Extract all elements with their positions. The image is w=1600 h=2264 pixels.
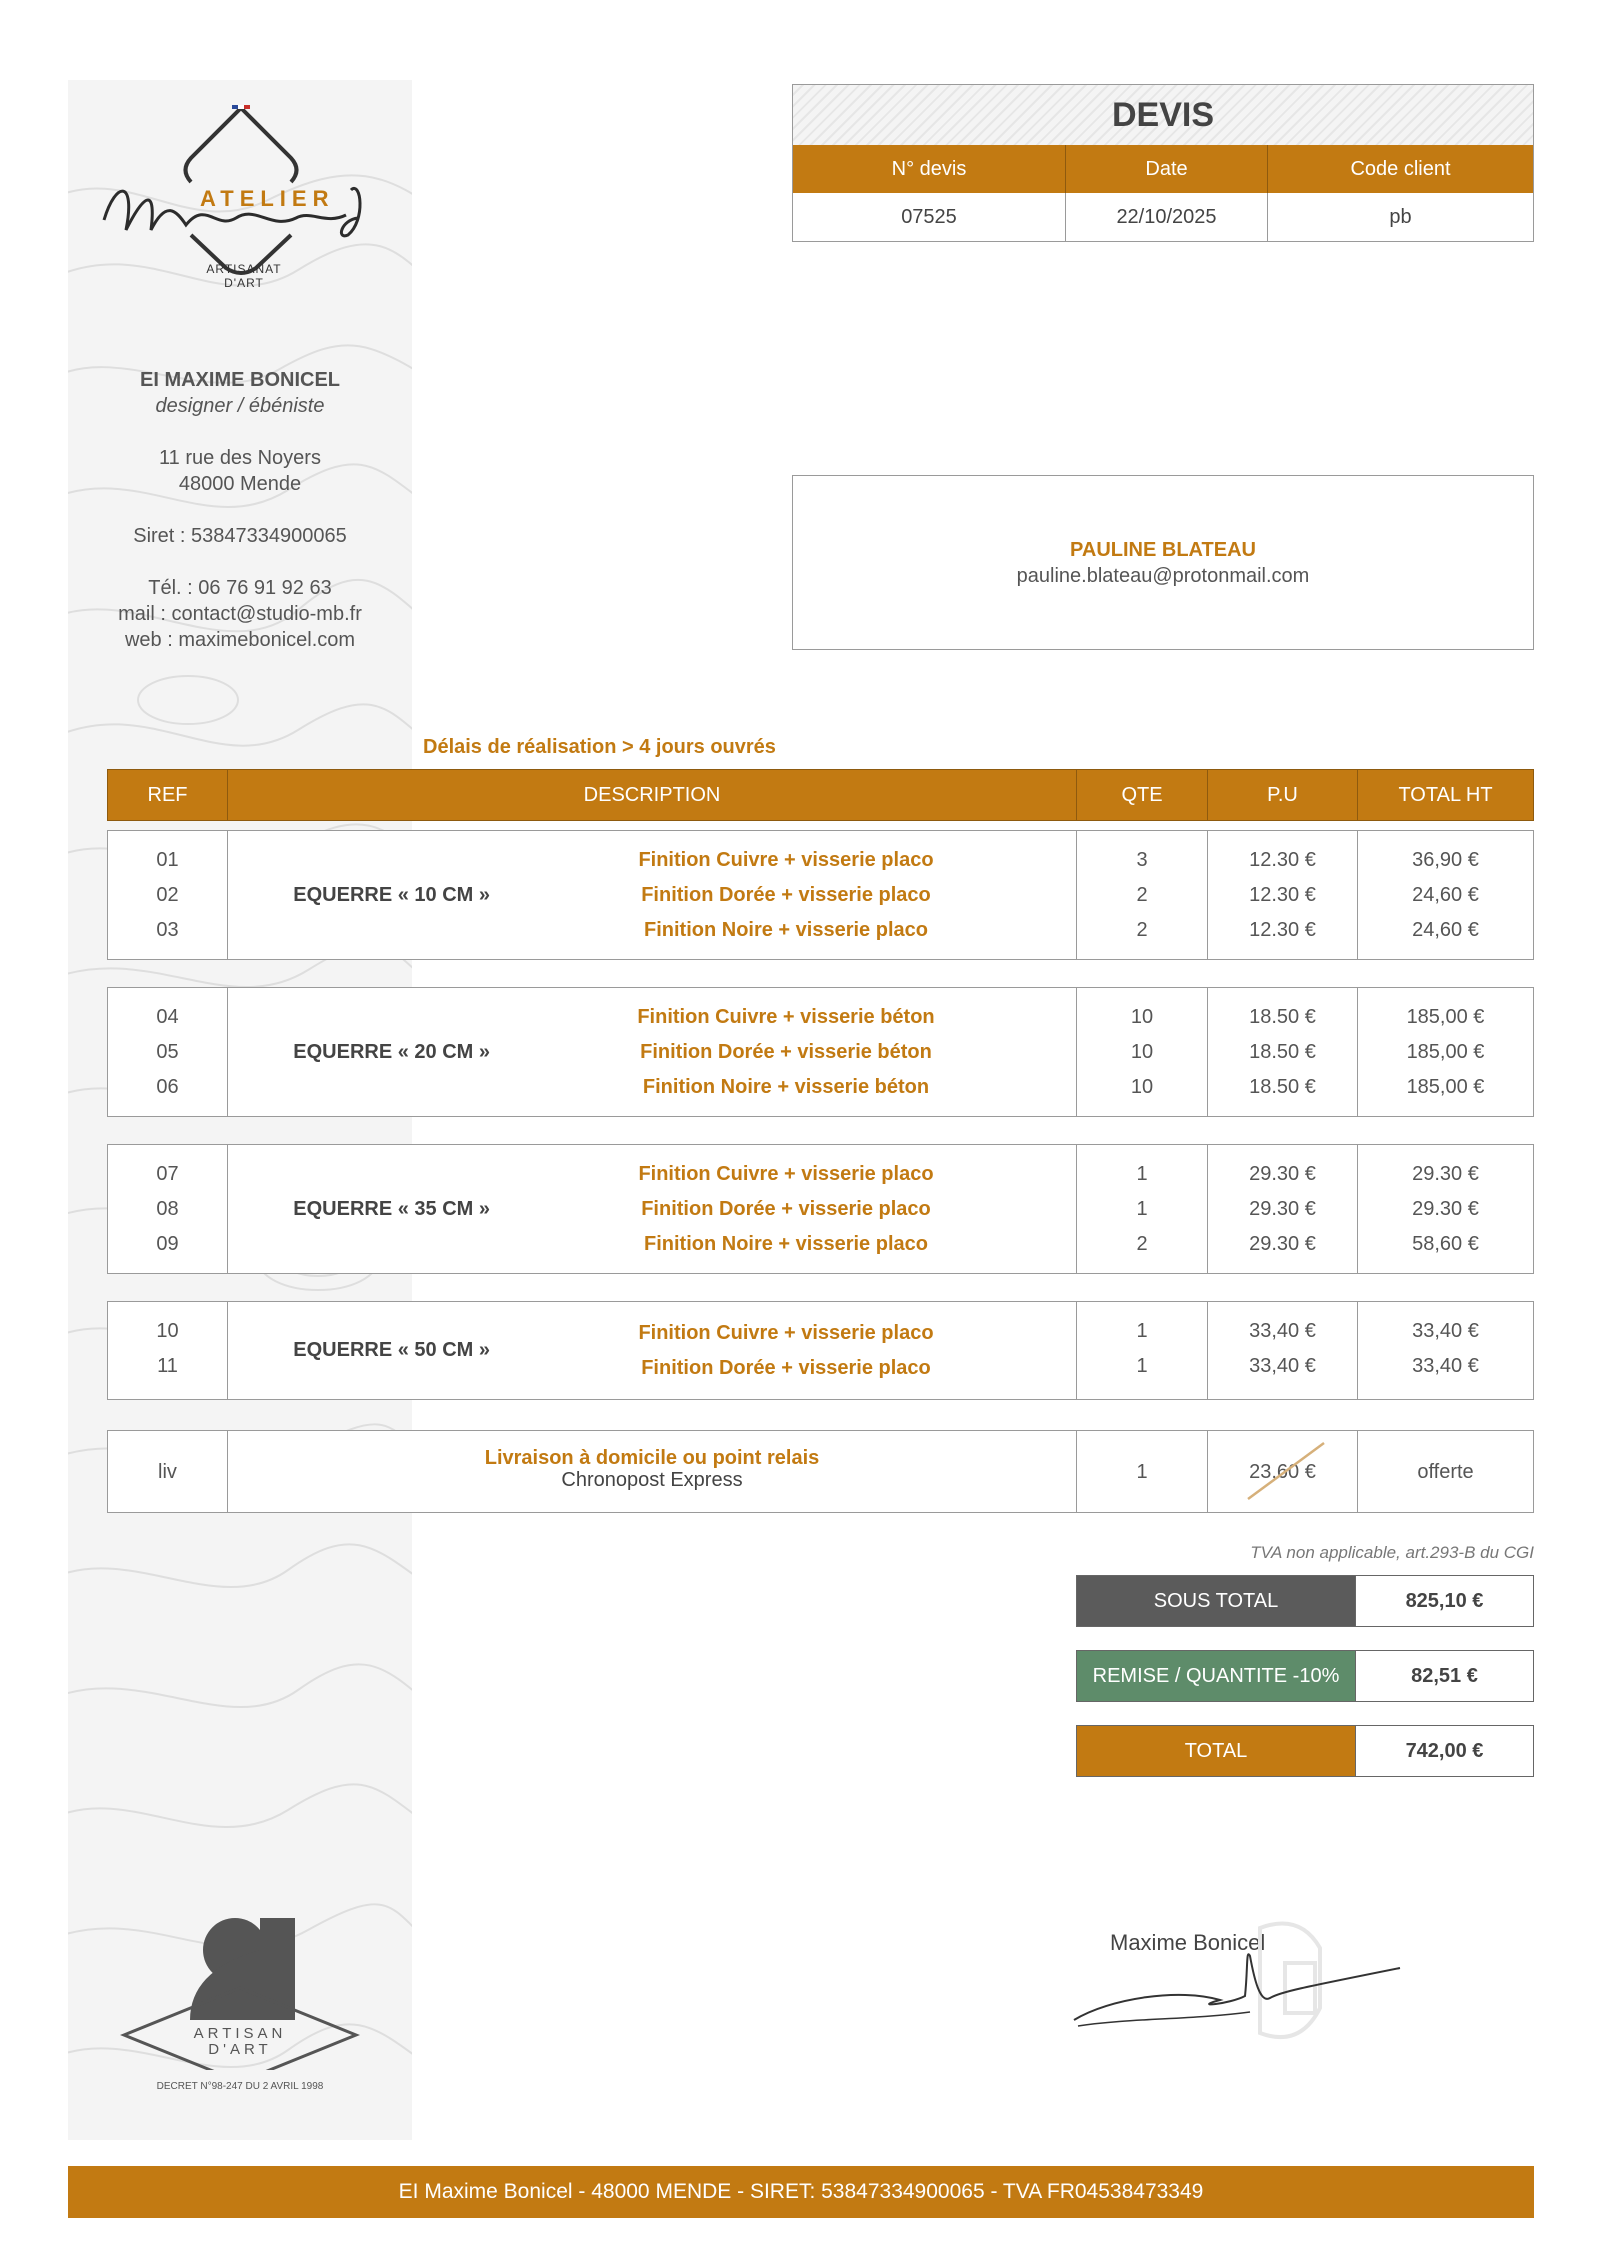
header-description: DESCRIPTION (228, 770, 1077, 820)
group-qte (1077, 831, 1208, 959)
group-refs (108, 988, 228, 1116)
header-pu: P.U (1208, 770, 1358, 820)
table-cell-ref: 05 (156, 1041, 179, 1063)
devis-header-date: Date (1066, 145, 1268, 193)
table-cell-ref: 08 (156, 1198, 179, 1220)
table-cell-ref: 10 (156, 1320, 179, 1342)
finition-line: Finition Cuivre + visserie béton (637, 1005, 935, 1028)
remise-value: 82,51 € (1355, 1651, 1533, 1701)
total-value: 742,00 € (1355, 1726, 1533, 1776)
finition-line: Finition Cuivre + visserie placo (638, 848, 934, 871)
group-pu (1208, 988, 1358, 1116)
header-ref: REF (108, 770, 228, 820)
table-cell-total: 29.30 € (1412, 1198, 1479, 1220)
company-mail[interactable]: mail : contact@studio-mb.fr (118, 603, 362, 625)
remise-label: REMISE / QUANTITE -10% (1077, 1651, 1355, 1701)
table-cell-ref: 06 (156, 1076, 179, 1098)
group-pu (1208, 831, 1358, 959)
finition-line: Finition Cuivre + visserie placo (638, 1321, 934, 1344)
group-refs (108, 831, 228, 959)
group-pu (1208, 1145, 1358, 1273)
table-cell-pu: 18.50 € (1249, 1076, 1316, 1098)
table-cell-pu: 12.30 € (1249, 884, 1316, 906)
table-group-35cm (107, 1144, 1534, 1274)
table-cell-qte: 10 (1130, 1076, 1154, 1098)
sous-total-value: 825,10 € (1355, 1576, 1533, 1626)
table-group-10cm (107, 830, 1534, 960)
group-description (228, 1145, 1077, 1273)
table-cell-total: 185,00 € (1406, 1076, 1485, 1098)
table-cell-total: 29.30 € (1412, 1163, 1479, 1185)
table-cell-qte: 2 (1136, 919, 1148, 941)
table-cell-pu: 29.30 € (1249, 1198, 1316, 1220)
delai-realisation: Délais de réalisation > 4 jours ouvrés (423, 736, 776, 758)
table-cell-qte: 10 (1130, 1041, 1154, 1063)
group-pu (1208, 1302, 1358, 1399)
artisan-badge-line-1: ARTISAN (193, 2025, 287, 2042)
group-qte (1077, 1302, 1208, 1399)
tva-note: TVA non applicable, art.293-B du CGI (1250, 1543, 1534, 1562)
group-total (1358, 988, 1533, 1116)
livraison-line-1: Livraison à domicile ou point relais (484, 1447, 820, 1469)
livraison-description (228, 1431, 1077, 1512)
client-email[interactable]: pauline.blateau@protonmail.com (1016, 565, 1310, 587)
table-cell-pu: 12.30 € (1249, 849, 1316, 871)
table-cell-pu: 29.30 € (1249, 1163, 1316, 1185)
sous-total-row (1076, 1575, 1534, 1627)
logo-tagline-1: ARTISANAT (206, 262, 282, 276)
table-cell-qte: 2 (1136, 1233, 1148, 1255)
table-cell-pu: 18.50 € (1249, 1006, 1316, 1028)
signature-name: Maxime Bonicel (1110, 1930, 1266, 1955)
finition-line: Finition Cuivre + visserie placo (638, 1162, 934, 1185)
finition-line: Finition Noire + visserie béton (642, 1075, 930, 1098)
table-group-50cm (107, 1301, 1534, 1400)
table-cell-ref: liv (158, 1461, 177, 1483)
artisan-badge-text (120, 2026, 360, 2058)
company-siret: Siret : 53847334900065 (133, 525, 347, 547)
product-name: EQUERRE « 35 CM » (293, 1197, 490, 1220)
remise-row (1076, 1650, 1534, 1702)
group-qte (1077, 1145, 1208, 1273)
table-cell-ref: 03 (156, 919, 179, 941)
table-cell-qte: 1 (1136, 1198, 1148, 1220)
table-cell-pu: 33,40 € (1249, 1320, 1316, 1342)
footer: EI Maxime Bonicel - 48000 MENDE - SIRET: 53847334900065 - TVA FR04538473349 (68, 2166, 1534, 2218)
artisan-decree: DECRET N°98-247 DU 2 AVRIL 1998 (156, 2081, 324, 2092)
table-cell-ref: 01 (156, 849, 179, 871)
finition-line: Finition Dorée + visserie placo (641, 1356, 931, 1379)
logo-tagline (204, 262, 284, 290)
table-cell-total: 36,90 € (1412, 849, 1479, 871)
finition-line: Finition Dorée + visserie béton (640, 1040, 932, 1063)
group-description (228, 831, 1077, 959)
table-cell-qte: 10 (1130, 1006, 1154, 1028)
table-group-20cm (107, 987, 1534, 1117)
table-cell-pu-struck: 23,60 € (1249, 1461, 1316, 1483)
company-name: EI MAXIME BONICEL (139, 369, 340, 391)
product-name: EQUERRE « 50 CM » (293, 1339, 490, 1361)
table-cell-ref: 04 (156, 1006, 179, 1028)
company-address-2: 48000 Mende (178, 473, 302, 495)
group-refs (108, 1145, 228, 1273)
finition-line: Finition Noire + visserie placo (644, 1232, 928, 1255)
group-qte (1077, 988, 1208, 1116)
product-name: EQUERRE « 20 CM » (293, 1040, 490, 1063)
group-total (1358, 1302, 1533, 1399)
company-role: designer / ébéniste (155, 395, 325, 417)
table-cell-total: 24,60 € (1412, 884, 1479, 906)
table-cell-total: 33,40 € (1412, 1320, 1479, 1342)
livraison-ref-col (108, 1431, 228, 1512)
total-row (1076, 1725, 1534, 1777)
logo-tagline-2: D'ART (224, 276, 264, 290)
group-description (228, 988, 1077, 1116)
company-address-1: 11 rue des Noyers (159, 447, 321, 469)
artisan-badge-line-2: D'ART (208, 2041, 272, 2058)
company-tel: Tél. : 06 76 91 92 63 (148, 577, 332, 599)
table-cell-qte: 1 (1136, 1461, 1148, 1483)
artisan-dart-badge (120, 1910, 360, 2090)
table-cell-pu: 18.50 € (1249, 1041, 1316, 1063)
table-cell-total: 24,60 € (1412, 919, 1479, 941)
table-cell-total: offerte (1417, 1461, 1474, 1483)
table-cell-pu: 29.30 € (1249, 1233, 1316, 1255)
product-name: EQUERRE « 10 CM » (293, 883, 490, 906)
table-cell-qte: 2 (1136, 884, 1148, 906)
devis-value-row (793, 193, 1533, 241)
devis-box (792, 84, 1534, 242)
livraison-pu-col (1208, 1431, 1358, 1512)
logo-brand: ATELIER (200, 186, 335, 211)
client-name: PAULINE BLATEAU (1070, 539, 1256, 561)
table-cell-total: 185,00 € (1406, 1041, 1485, 1063)
devis-code-client: pb (1389, 206, 1412, 228)
table-cell-total: 58,60 € (1412, 1233, 1479, 1255)
devis-header-row (793, 145, 1533, 193)
header-total-ht: TOTAL HT (1398, 784, 1493, 806)
group-refs (108, 1302, 228, 1399)
group-total (1358, 831, 1533, 959)
company-web[interactable]: web : maximebonicel.com (124, 629, 356, 651)
table-cell-pu: 12.30 € (1249, 919, 1316, 941)
finition-line: Finition Dorée + visserie placo (641, 883, 931, 906)
table-cell-qte: 1 (1136, 1163, 1148, 1185)
devis-header-client: Code client (1350, 158, 1451, 180)
table-cell-ref: 07 (156, 1163, 179, 1185)
livraison-total-col (1358, 1431, 1533, 1512)
table-row-livraison (107, 1430, 1534, 1513)
sous-total-label: SOUS TOTAL (1077, 1576, 1355, 1626)
total-label: TOTAL (1077, 1726, 1355, 1776)
table-cell-qte: 3 (1136, 849, 1148, 871)
table-cell-qte: 1 (1136, 1320, 1148, 1342)
client-box (792, 475, 1534, 650)
table-cell-total: 33,40 € (1412, 1355, 1479, 1377)
header-qte: QTE (1077, 770, 1208, 820)
devis-numero: 07525 (793, 193, 1066, 241)
table-cell-ref: 11 (157, 1355, 178, 1377)
table-cell-qte: 1 (1136, 1355, 1148, 1377)
group-description (228, 1302, 1077, 1399)
table-header (107, 769, 1534, 821)
signature-mark (1070, 1908, 1410, 2058)
livraison-line-2: Chronopost Express (561, 1469, 743, 1491)
finition-line: Finition Dorée + visserie placo (641, 1197, 931, 1220)
devis-title: DEVIS (793, 85, 1533, 145)
strike-line (1244, 1437, 1328, 1505)
livraison-qte-col (1077, 1431, 1208, 1512)
devis-date: 22/10/2025 (1066, 193, 1268, 241)
table-cell-ref: 02 (156, 884, 179, 906)
group-total (1358, 1145, 1533, 1273)
finition-line: Finition Noire + visserie placo (644, 918, 928, 941)
table-cell-total: 185,00 € (1406, 1006, 1485, 1028)
devis-header-numero: N° devis (793, 145, 1066, 193)
table-cell-ref: 09 (156, 1233, 179, 1255)
table-cell-pu: 33,40 € (1249, 1355, 1316, 1377)
